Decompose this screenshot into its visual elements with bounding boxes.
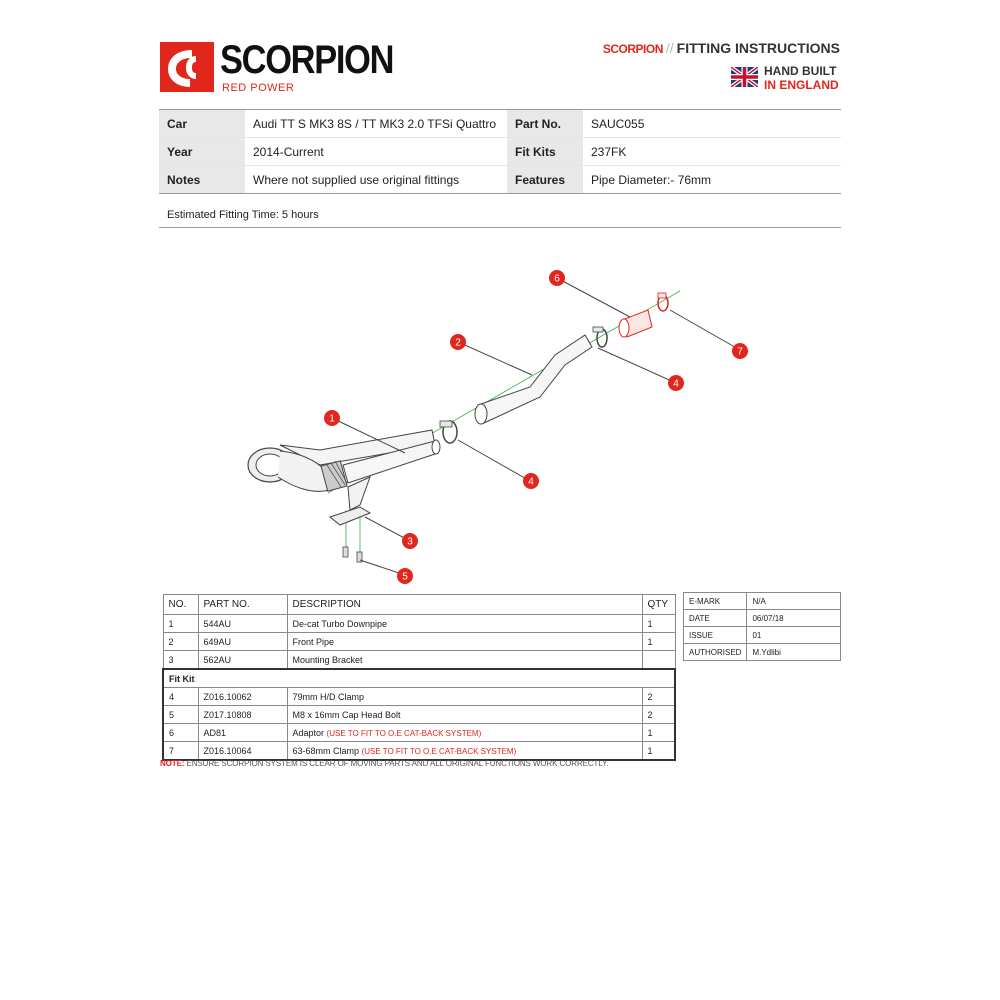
document-header bbox=[603, 40, 840, 56]
row-description: Mounting Bracket bbox=[287, 651, 642, 670]
svg-text:4: 4 bbox=[528, 476, 534, 488]
vehicle-info-table bbox=[159, 109, 841, 194]
callout-6 bbox=[549, 270, 565, 286]
svg-text:6: 6 bbox=[554, 273, 560, 285]
callout-3 bbox=[402, 533, 418, 549]
hand-built-line1: HAND BUILT bbox=[764, 64, 837, 78]
col-description: DESCRIPTION bbox=[287, 595, 642, 615]
row-description bbox=[287, 688, 642, 706]
logo-wordmark: SCORPION bbox=[220, 38, 394, 82]
car-value: Audi TT S MK3 8S / TT MK3 2.0 TFSi Quattro bbox=[253, 116, 496, 131]
callout-2 bbox=[450, 334, 466, 350]
meta-value: M.Ydlibi bbox=[747, 644, 841, 661]
front-pipe-part bbox=[475, 335, 592, 424]
meta-label: AUTHORISED bbox=[684, 644, 747, 661]
car-label: Car bbox=[159, 110, 245, 138]
col-qty: QTY bbox=[642, 595, 675, 615]
meta-value: 01 bbox=[747, 627, 841, 644]
svg-text:3: 3 bbox=[407, 536, 413, 548]
row-part-no: Z016.10062 bbox=[198, 688, 287, 706]
row-fitting-note: (USE TO FIT TO O.E CAT-BACK SYSTEM) bbox=[361, 746, 517, 756]
hand-built-label bbox=[764, 64, 839, 92]
row-qty bbox=[642, 651, 675, 670]
callout-5 bbox=[397, 568, 413, 584]
svg-text:5: 5 bbox=[402, 571, 408, 583]
callout-7 bbox=[732, 343, 748, 359]
meta-value: N/A bbox=[747, 593, 841, 610]
callout-4-upper bbox=[668, 375, 684, 391]
row-description: De-cat Turbo Downpipe bbox=[287, 615, 642, 633]
row-description-text: 63-68mm Clamp bbox=[292, 745, 360, 756]
row-no: 1 bbox=[163, 615, 198, 633]
svg-text:2: 2 bbox=[455, 337, 461, 349]
brand-small: SCORPION bbox=[602, 42, 663, 56]
row-description-text: M8 x 16mm Cap Head Bolt bbox=[292, 709, 401, 720]
row-qty: 1 bbox=[642, 633, 675, 651]
svg-text:4: 4 bbox=[673, 378, 679, 390]
row-no: 4 bbox=[163, 688, 198, 706]
note-text: ENSURE SCORPION SYSTEM IS CLEAR OF MOVING PARTS AND ALL ORIGINAL FUNCTIONS WORK CORRECTLY. bbox=[186, 759, 609, 768]
fit-kit-header-row bbox=[163, 669, 675, 688]
meta-row bbox=[684, 644, 841, 661]
table-row bbox=[163, 615, 675, 633]
meta-label: ISSUE bbox=[684, 627, 747, 644]
row-no: 2 bbox=[163, 633, 198, 651]
row-part-no: 649AU bbox=[198, 633, 287, 651]
notes-value: Where not supplied use original fittings bbox=[253, 172, 460, 187]
fit-kits-value: 237FK bbox=[591, 144, 627, 159]
row-part-no: Z017.10808 bbox=[198, 706, 287, 724]
table-row bbox=[163, 706, 675, 724]
row-description bbox=[287, 724, 642, 742]
row-no: 6 bbox=[163, 724, 198, 742]
document-meta-table bbox=[683, 592, 841, 661]
divider bbox=[159, 227, 841, 228]
hd-clamp-part bbox=[440, 421, 457, 443]
year-value: 2014-Current bbox=[253, 144, 324, 159]
row-qty: 2 bbox=[642, 706, 675, 724]
col-no: NO. bbox=[163, 595, 198, 615]
info-row-car bbox=[159, 110, 841, 138]
table-row bbox=[163, 724, 675, 742]
row-qty: 1 bbox=[642, 615, 675, 633]
meta-row bbox=[684, 593, 841, 610]
row-qty: 1 bbox=[642, 742, 675, 761]
meta-value: 06/07/18 bbox=[747, 610, 841, 627]
meta-label: E-MARK bbox=[684, 593, 747, 610]
table-row bbox=[163, 688, 675, 706]
parts-list-table bbox=[162, 594, 676, 761]
row-qty: 1 bbox=[642, 724, 675, 742]
safety-note bbox=[160, 759, 608, 768]
table-row bbox=[163, 633, 675, 651]
meta-label: DATE bbox=[684, 610, 747, 627]
table-row bbox=[163, 742, 675, 761]
logo-tagline: RED POWER bbox=[222, 82, 295, 94]
table-row bbox=[163, 651, 675, 670]
row-no: 3 bbox=[163, 651, 198, 670]
header-separator: // bbox=[665, 40, 674, 56]
hand-built-line2: IN ENGLAND bbox=[764, 78, 839, 92]
part-no-value: SAUC055 bbox=[591, 116, 645, 131]
callout-1 bbox=[324, 410, 340, 426]
row-part-no: Z016.10064 bbox=[198, 742, 287, 761]
row-fitting-note: (USE TO FIT TO O.E CAT-BACK SYSTEM) bbox=[326, 728, 482, 738]
part-no-label: Part No. bbox=[507, 110, 583, 138]
leader-lines bbox=[332, 278, 740, 575]
row-part-no: 562AU bbox=[198, 651, 287, 670]
row-description bbox=[287, 742, 642, 761]
features-label: Features bbox=[507, 166, 583, 194]
cap-head-bolts-part bbox=[343, 547, 362, 562]
year-label: Year bbox=[159, 138, 245, 166]
callout-4-lower bbox=[523, 473, 539, 489]
svg-text:1: 1 bbox=[329, 413, 335, 425]
svg-text:7: 7 bbox=[737, 346, 743, 358]
col-part-no: PART NO. bbox=[198, 595, 287, 615]
row-description: Front Pipe bbox=[287, 633, 642, 651]
row-description bbox=[287, 706, 642, 724]
parts-header-row bbox=[163, 595, 675, 615]
exploded-diagram bbox=[160, 255, 840, 595]
info-row-year bbox=[159, 138, 841, 166]
63-68mm-clamp-part bbox=[658, 293, 668, 311]
info-row-notes bbox=[159, 166, 841, 194]
fit-kit-label: Fit Kit bbox=[163, 669, 675, 688]
scorpion-logo-mark bbox=[160, 42, 214, 92]
row-description-text: 79mm H/D Clamp bbox=[292, 691, 365, 702]
de-cat-downpipe-part bbox=[248, 430, 440, 491]
fit-kits-label: Fit Kits bbox=[507, 138, 583, 166]
document-title: FITTING INSTRUCTIONS bbox=[676, 40, 840, 56]
features-value: Pipe Diameter:- 76mm bbox=[591, 172, 712, 187]
meta-row bbox=[684, 610, 841, 627]
row-part-no: 544AU bbox=[198, 615, 287, 633]
row-no: 7 bbox=[163, 742, 198, 761]
note-label: NOTE: bbox=[160, 759, 185, 768]
meta-row bbox=[684, 627, 841, 644]
fitting-time: Estimated Fitting Time: 5 hours bbox=[167, 209, 319, 221]
row-qty: 2 bbox=[642, 688, 675, 706]
row-part-no: AD81 bbox=[198, 724, 287, 742]
row-no: 5 bbox=[163, 706, 198, 724]
row-description-text: Adaptor bbox=[292, 727, 325, 738]
notes-label: Notes bbox=[159, 166, 245, 194]
union-jack-icon bbox=[731, 67, 758, 87]
